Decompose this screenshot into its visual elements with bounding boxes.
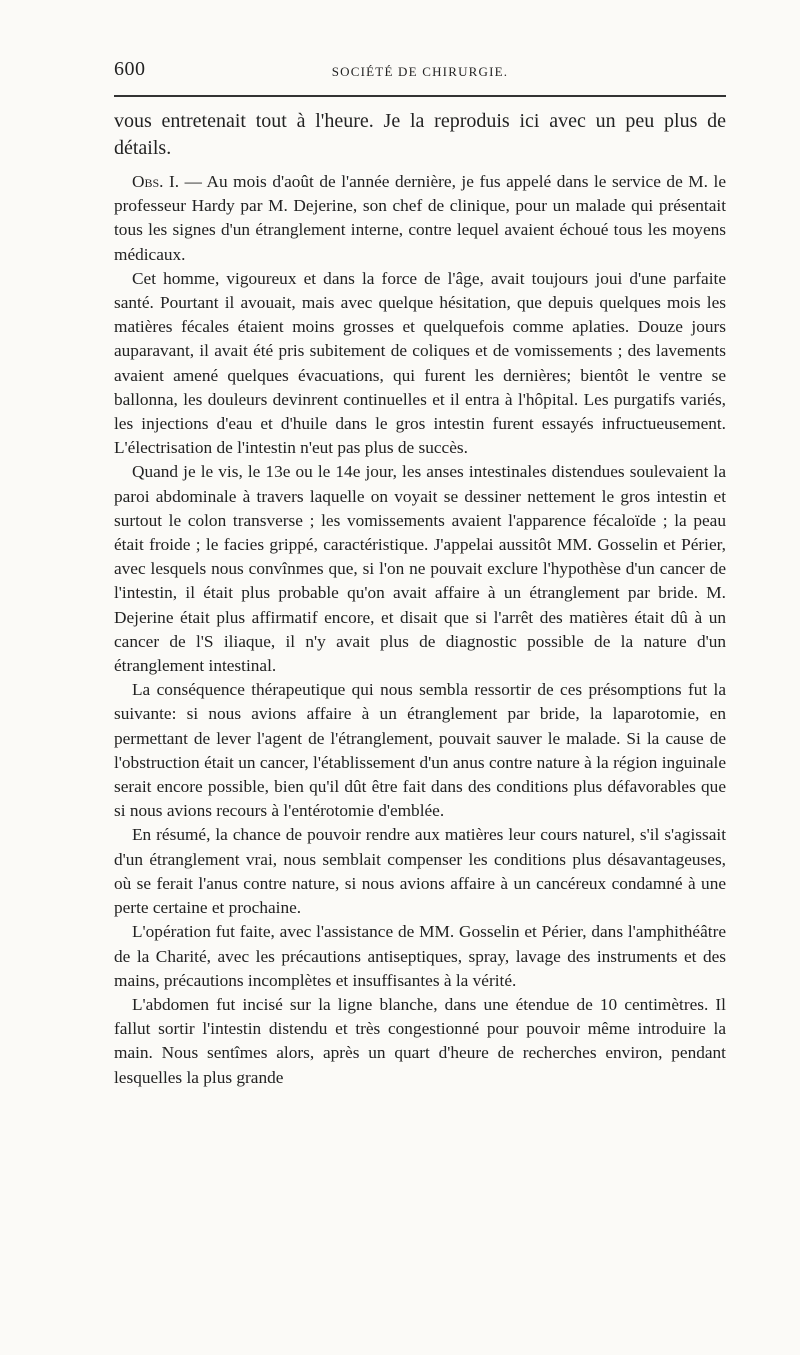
- obs-label: Obs.: [132, 172, 164, 191]
- paragraph: Cet homme, vigoureux et dans la force de l'âge, avait toujours joui d'une parfaite santé. Pourtant il avouait, mais avec quelque hésitation, que depuis quelques mois les matières fécales étaient moins grosses et quelquefois comme aplaties. Douze jours auparavant, il avait été pris subitement de coliques et de vomissements ; des lavements avaient amené quelques évacuations, qui furent les dernières; bientôt le ventre se ballonna, les douleurs devinrent continuelles et il entra à l'hôpital. Les purgatifs variés, les injections d'eau et d'huile dans le gros intestin furent essayés infructueusement. L'électrisation de l'intestin n'eut pas plus de succès.: [114, 268, 726, 458]
- observation-paragraph: [114, 170, 726, 267]
- running-title: SOCIÉTÉ DE CHIRURGIE.: [331, 64, 509, 79]
- paragraph: L'opération fut faite, avec l'assistance de MM. Gosselin et Périer, dans l'amphithéâtre de la Charité, avec les précautions antiseptiques, spray, lavage des instruments et des mains, précautions incomplètes et insuffisantes à la vérité.: [114, 922, 726, 990]
- header-rule: [114, 95, 726, 97]
- paragraph: La conséquence thérapeutique qui nous sembla ressortir de ces présomptions fut la suivante: si nous avions affaire à un étranglement par bride, la laparotomie, en permettant de lever l'agent de l'étranglement, pouvait sauver le malade. Si la cause de l'obstruction était un cancer, l'établissement d'un anus contre nature à la région inguinale serait encore possible, bien qu'il dût être fait dans des conditions plus défavorables que si nous avions recours à l'entérotomie d'emblée.: [114, 680, 726, 821]
- page-header: [114, 58, 726, 86]
- body-text: [114, 108, 726, 1090]
- paragraph: Quand je le vis, le 13e ou le 14e jour, les anses intestinales distendues soulevaient la paroi abdominale à travers laquelle on voyait se dessiner nettement le gros intestin et surtout le colon transverse ; les vomissements avaient l'apparence fécaloïde ; la peau était froide ; le facies grippé, caractéristique. J'appelai aussitôt MM. Gosselin et Périer, avec lesquels nous convînmes que, si l'on ne pouvait exclure l'hypothèse d'un cancer de l'intestin, il était plus probable qu'on avait affaire à un étranglement par bride. M. Dejerine était plus affirmatif encore, et disait que si l'arrêt des matières était dû à un cancer de l'S iliaque, il n'y avait plus de diagnostic possible de la nature d'un étranglement intestinal.: [114, 462, 726, 676]
- paragraph: L'abdomen fut incisé sur la ligne blanche, dans une étendue de 10 centimètres. Il fallut sortir l'intestin distendu et très congestionné pour pouvoir même introduire la main. Nous sentîmes alors, après un quart d'heure de recherches environ, pendant lesquelles la plus grande: [114, 994, 726, 1087]
- paragraph: vous entretenait tout à l'heure. Je la reproduis ici avec un peu plus de détails.: [114, 110, 726, 159]
- paragraph: En résumé, la chance de pouvoir rendre aux matières leur cours naturel, s'il s'agissait d'un étranglement vrai, nous semblait compenser les conditions plus désavantageuses, où se ferait l'anus contre nature, si nous avions affaire à un cancéreux condamné à une perte certaine et prochaine.: [114, 825, 726, 918]
- page-number: 600: [114, 58, 146, 80]
- paragraph-text: I. — Au mois d'août de l'année dernière, je fus appelé dans le service de M. le professeur Hardy par M. Dejerine, son chef de clinique, pour un malade qui présentait tous les signes d'un étranglement interne, contre lequel avaient échoué tous les moyens médicaux.: [114, 172, 726, 264]
